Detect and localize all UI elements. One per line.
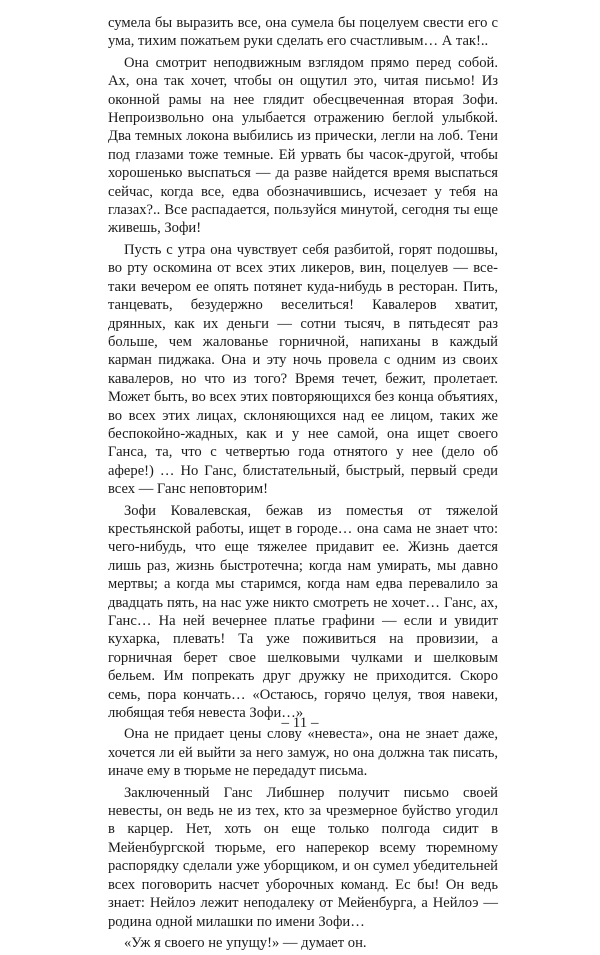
paragraph-closing-quote: «Уж я своего не упущу!» — думает он. (124, 934, 367, 951)
paragraph-restaurant-nights: Пусть с утра она чувствует себя разбитой, горят подошвы, во рту оскомина от всех этих ликеров, вин, поцелуев — все-таки вечером ее опять потянет куда-нибудь в ресторан. Пить, танцевать, безудержно веселиться! Кавалеров хватит, дрянных, как их деньги — сотни тысяч, в пятьдесят раз больше, чем жалованье горничной, напиханы в каждый карман пиджака. Она и эту ночь провела с одним из своих кавалеров, но что из того? Время течет, бежит, пролетает. Может быть, во всех этих повторяющихся без конца объятиях, во всех этих лицах, склоняющихся над ее лицом, таких же беспокойно-жадных, как и у нее самой, она ищет своего Ганса, та, что с четвертью года отнятого у нее (дело об афере!) … Но Ганс, блистательный, быстрый, первый среди всех — Ганс неповторим! (108, 241, 498, 498)
body-text (108, 14, 498, 955)
paragraph-fiancee-word: Она не придает цены слову «невеста», она не знает даже, хочется ли ей выйти за него замуж, но она должна так писать, иначе ему в тюрьме не передадут письма. (108, 726, 498, 780)
paragraph-hans-libshner: Заключенный Ганс Либшнер получит письмо своей невесты, он ведь не из тех, кто за чрезмерное буйство угодил в карцер. Нет, хоть он еще только полгода сидит в Мейенбургской тюрьме, его наперекор всему тюремному распорядку сделали уже уборщиком, и он сумел убедительней всех поговорить насчет уборочных команд. Ес бы! Он ведь знает: Нейлоэ лежит неподалеку от Мейенбурга, а Нейлоэ — родина одной милашки по имени Зофи… (108, 784, 498, 930)
page-number: – 11 – (281, 715, 319, 731)
paragraph-zofi-kovalevskaya: Зофи Ковалевская, бежав из поместья от тяжелой крестьянской работы, ищет в городе… она сама не знает что: чего-нибудь, что еще тяжелее придавит ее. Жизнь дается лишь раз, жизнь быстротечна; когда нам умирать, мы давно мертвы; а когда мы старимся, когда нам едва перевалило за двадцать пять, на нас уже никто смотреть не хочет… Ганс, ах, Ганс… На ней вечернее платье графини — если и увидит кухарка, плевать! Та уже поживиться на провизии, а горничная берет свое шелковыми чулками и шелковым бельем. Им попрекать друг дружку не приходится. Скоро семь, пора кончать… «Остаюсь, горячо целуя, твоя навеки, любящая тебя невеста Зофи…» (108, 502, 498, 722)
paragraph-window-reflection: Она смотрит неподвижным взглядом прямо перед собой. Ах, она так хочет, чтобы он ощутил это, читая письмо! Из оконной рамы на нее глядит обесцвеченная вторая Зофи. Непроизвольно она улыбается отражению беглой улыбкой. Два темных локона выбились из прически, легли на лоб. Тени под глазами тоже темные. Ей урвать бы часок-другой, чтобы хорошенько выспаться — да разве найдется время выспаться сейчас, когда все, едва обозначившись, исчезает у тебя на глазах?.. Все распадается, пользуйся минутой, сегодня ты еще живешь, Зофи! (108, 54, 498, 237)
paragraph-continuation: сумела бы выразить все, она сумела бы поцелуем свести его с ума, тихим пожатьем руки сделать его счастливым… А так!.. (108, 15, 498, 50)
